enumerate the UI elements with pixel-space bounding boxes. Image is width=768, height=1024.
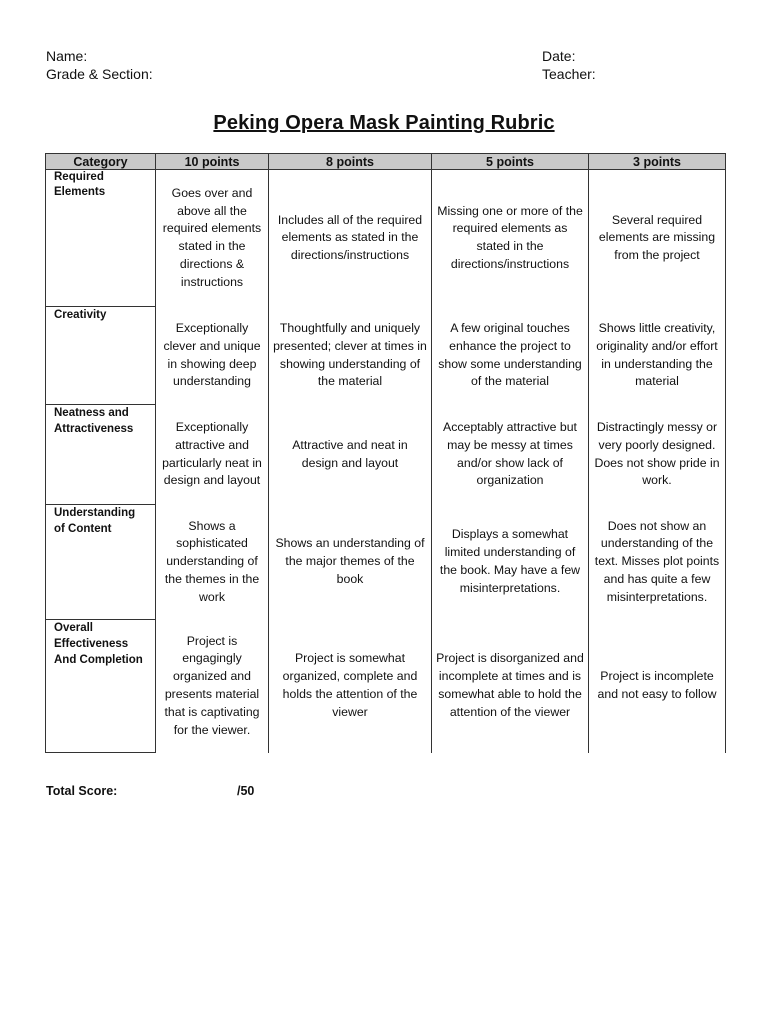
- category-cell: Required Elements: [46, 170, 156, 307]
- name-label: Name:: [46, 48, 88, 64]
- score-cell-8: Shows an understanding of the major themes of the book: [269, 505, 432, 620]
- rubric-row-neatness: [46, 405, 726, 505]
- date-label: Date:: [542, 48, 576, 64]
- score-cell-10: Exceptionally attractive and particularly neat in design and layout: [156, 405, 269, 505]
- score-cell-10: Exceptionally clever and unique in showing deep understanding: [156, 307, 269, 405]
- rubric-row-overall: [46, 620, 726, 753]
- column-header-3-points: 3 points: [589, 154, 726, 170]
- column-header-10-points: 10 points: [156, 154, 269, 170]
- score-cell-5: Project is disorganized and incomplete at times and is somewhat able to hold the attention of the viewer: [432, 620, 589, 753]
- total-score-value: /50: [237, 784, 255, 798]
- page-title: Peking Opera Mask Painting Rubric: [213, 112, 555, 134]
- teacher-label: Teacher:: [542, 66, 596, 82]
- score-cell-8: Project is somewhat organized, complete and holds the attention of the viewer: [269, 620, 432, 753]
- score-cell-8: Attractive and neat in design and layout: [269, 405, 432, 505]
- column-header-8-points: 8 points: [269, 154, 432, 170]
- score-cell-5: Displays a somewhat limited understanding of the book. May have a few misinterpretations.: [432, 505, 589, 620]
- score-cell-10: Project is engagingly organized and presents material that is captivating for the viewer.: [156, 620, 269, 753]
- score-cell-5: Acceptably attractive but may be messy at times and/or show lack of organization: [432, 405, 589, 505]
- column-header-5-points: 5 points: [432, 154, 589, 170]
- score-cell-3: Shows little creativity, originality and/or effort in understanding the material: [589, 307, 726, 405]
- score-cell-8: Thoughtfully and uniquely presented; clever at times in showing understanding of the material: [269, 307, 432, 405]
- score-cell-5: A few original touches enhance the project to show some understanding of the material: [432, 307, 589, 405]
- header-left: [46, 47, 153, 83]
- rubric-row-understanding: [46, 505, 726, 620]
- category-cell: Creativity: [46, 307, 156, 405]
- rubric-row-required-elements: [46, 170, 726, 307]
- grade-section-label: Grade & Section:: [46, 66, 153, 82]
- score-cell-3: Does not show an understanding of the text. Misses plot points and has quite a few misinterpretations.: [589, 505, 726, 620]
- score-cell-8: Includes all of the required elements as stated in the directions/instructions: [269, 170, 432, 307]
- rubric-table: [45, 153, 726, 753]
- category-cell: Neatness and Attractiveness: [46, 405, 156, 505]
- score-cell-3: Several required elements are missing from the project: [589, 170, 726, 307]
- rubric-header-row: [46, 154, 726, 170]
- score-cell-5: Missing one or more of the required elements as stated in the directions/instructions: [432, 170, 589, 307]
- category-cell: Understanding of Content: [46, 505, 156, 620]
- header-right: [542, 47, 596, 83]
- score-cell-3: Project is incomplete and not easy to follow: [589, 620, 726, 753]
- score-cell-10: Goes over and above all the required elements stated in the directions & instructions: [156, 170, 269, 307]
- rubric-row-creativity: [46, 307, 726, 405]
- total-score-label: Total Score:: [46, 784, 118, 798]
- category-cell: Overall Effectiveness And Completion: [46, 620, 156, 753]
- score-cell-3: Distractingly messy or very poorly designed. Does not show pride in work.: [589, 405, 726, 505]
- score-cell-10: Shows a sophisticated understanding of the themes in the work: [156, 505, 269, 620]
- column-header-category: Category: [46, 154, 156, 170]
